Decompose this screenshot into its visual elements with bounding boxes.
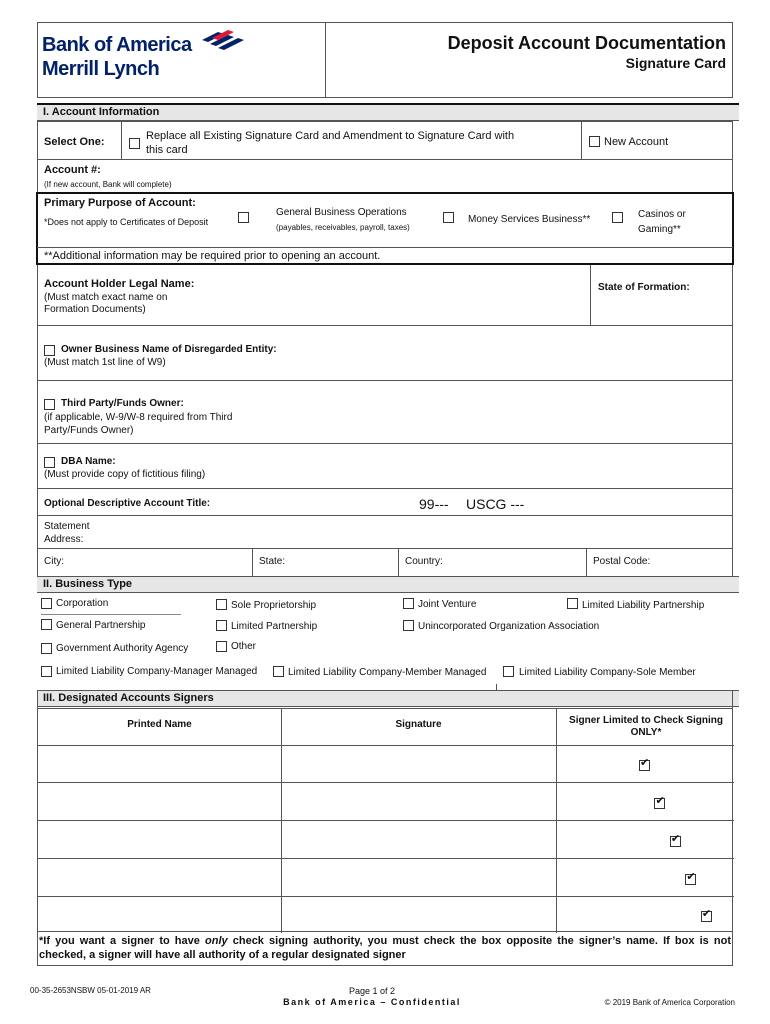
legal-name-note: (Must match exact name on Formation Documents) (44, 292, 168, 315)
footnote-part-2: check signing authority, you must check the box opposite the signer’s name. If box is not checked, a signer will have all authority of a regular designated signer (39, 935, 731, 961)
flag-logo-icon (198, 28, 248, 56)
other-label: Other (231, 641, 257, 652)
corporation-label: Corporation (56, 598, 109, 609)
llp-label: Limited Liability Partnership (582, 600, 705, 611)
section-2-heading: II. Business Type (37, 576, 739, 593)
postal-code-label: Postal Code: (593, 556, 651, 567)
new-account-checkbox[interactable] (589, 136, 600, 147)
dba-checkbox[interactable] (44, 457, 55, 468)
casinos-checkbox[interactable] (612, 212, 623, 223)
dba-label: DBA Name: (61, 456, 116, 467)
col-signature: Signature (395, 719, 442, 730)
account-number-note: (If new account, Bank will complete) (44, 180, 172, 189)
general-business-checkbox[interactable] (238, 212, 249, 223)
descriptive-title-label: Optional Descriptive Account Title: (44, 498, 211, 509)
descriptive-title-value-2[interactable]: USCG --- (466, 496, 525, 512)
government-agency-label: Government Authority Agency (56, 643, 189, 654)
llc-manager-checkbox[interactable] (41, 666, 52, 677)
col-printed-name: Printed Name (127, 719, 192, 730)
replace-card-label: Replace all Existing Signature Card and Amendment to Signature Card with this card (146, 130, 515, 156)
bank-logo (42, 34, 252, 84)
confidential-label: Bank of America – Confidential (283, 997, 461, 1007)
page-title: Deposit Account Documentation (447, 33, 726, 53)
footnote-emphasis: only (205, 935, 228, 947)
additional-info-note: **Additional information may be required prior to opening an account. (44, 250, 381, 262)
joint-venture-label: Joint Venture (418, 599, 477, 610)
city-label: City: (44, 556, 64, 567)
logo-text-line2: Merrill Lynch (42, 58, 160, 80)
sole-proprietorship-checkbox[interactable] (216, 599, 227, 610)
corporation-checkbox[interactable] (41, 598, 52, 609)
country-label: Country: (405, 556, 443, 567)
llp-checkbox[interactable] (567, 598, 578, 609)
general-partnership-checkbox[interactable] (41, 619, 52, 630)
third-party-label: Third Party/Funds Owner: (61, 398, 184, 409)
descriptive-title-value-1[interactable]: 99--- (419, 496, 449, 512)
select-one-label: Select One: (44, 136, 105, 148)
section-3-frame (37, 690, 733, 966)
casinos-label: Casinos or Gaming** (638, 209, 686, 235)
page-number: Page 1 of 2 (348, 986, 396, 996)
government-agency-checkbox[interactable] (41, 643, 52, 654)
primary-purpose-label: Primary Purpose of Account: (44, 197, 196, 209)
general-partnership-label: General Partnership (56, 620, 146, 631)
llc-sole-member-checkbox[interactable] (503, 666, 514, 677)
unincorporated-checkbox[interactable] (403, 620, 414, 631)
joint-venture-checkbox[interactable] (403, 598, 414, 609)
footnote-part-1: *If you want a signer to have (39, 935, 205, 947)
account-number-label: Account #: (44, 164, 101, 176)
general-business-sublabel: (payables, receivables, payroll, taxes) (276, 223, 410, 232)
limited-partnership-label: Limited Partnership (231, 621, 318, 632)
unincorporated-label: Unincorporated Organization Association (418, 621, 600, 632)
msb-checkbox[interactable] (443, 212, 454, 223)
limited-partnership-checkbox[interactable] (216, 620, 227, 631)
copyright: © 2019 Bank of America Corporation (604, 998, 735, 1007)
page-subtitle: Signature Card (625, 55, 726, 71)
dba-note: (Must provide copy of fictitious filing) (44, 469, 206, 480)
replace-card-checkbox[interactable] (129, 138, 140, 149)
business-type-grid (37, 594, 733, 686)
msb-label: Money Services Business** (468, 214, 591, 225)
section-3-heading: III. Designated Accounts Signers (37, 690, 739, 707)
statement-address-label: Statement Address: (44, 521, 90, 545)
general-business-label: General Business Operations (276, 207, 407, 218)
owner-business-label: Owner Business Name of Disregarded Entity: (61, 344, 277, 355)
col-limited-signing: Signer Limited to Check Signing ONLY* (569, 715, 723, 738)
other-checkbox[interactable] (216, 641, 227, 652)
new-account-label: New Account (604, 136, 669, 148)
llc-member-label: Limited Liability Company-Member Managed (288, 667, 487, 678)
owner-business-checkbox[interactable] (44, 345, 55, 356)
llc-sole-member-label: Limited Liability Company-Sole Member (519, 667, 696, 678)
legal-name-label: Account Holder Legal Name: (44, 278, 195, 290)
section-1-heading: I. Account Information (37, 103, 739, 121)
state-label: State: (259, 556, 286, 567)
state-formation-label: State of Formation: (598, 282, 690, 293)
third-party-note: (if applicable, W-9/W-8 required from Third Party/Funds Owner) (44, 412, 233, 436)
logo-text-line1: Bank of America (42, 34, 192, 56)
sole-proprietorship-label: Sole Proprietorship (231, 600, 317, 611)
form-code: 00-35-2653NSBW 05-01-2019 AR (30, 986, 151, 995)
llc-member-checkbox[interactable] (273, 666, 284, 677)
third-party-checkbox[interactable] (44, 399, 55, 410)
primary-purpose-note: *Does not apply to Certificates of Deposit (44, 217, 209, 227)
llc-manager-label: Limited Liability Company-Manager Managed (56, 666, 258, 677)
owner-business-note: (Must match 1st line of W9) (44, 357, 166, 368)
